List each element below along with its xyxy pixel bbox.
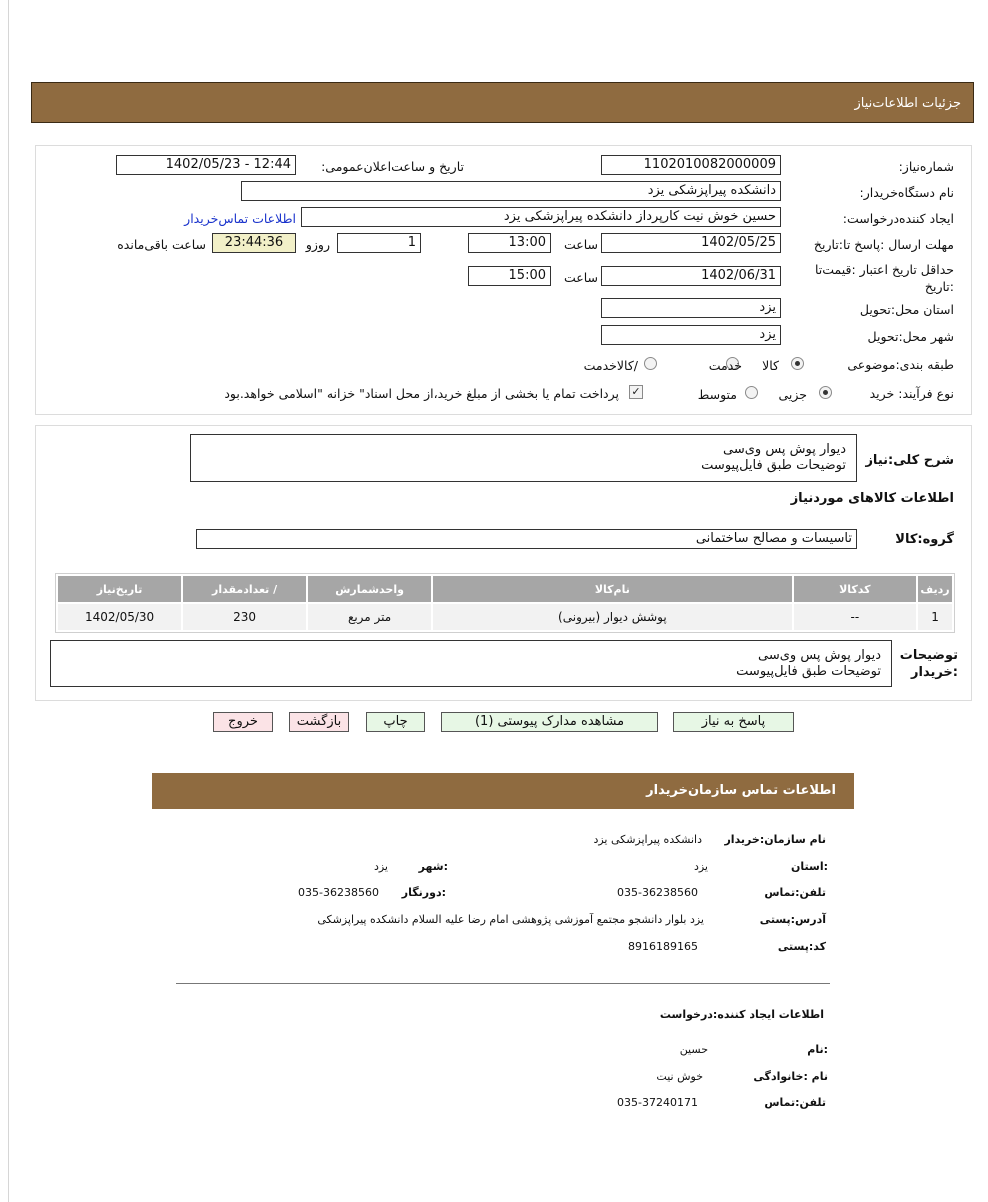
creator-field[interactable]: حسین خوش نیت کارپرداز دانشکده پیراپزشکی یزد (301, 207, 781, 227)
announce-field[interactable]: 1402/05/23 - 12:44 (116, 155, 296, 175)
process-option-minor: جزیی (778, 387, 807, 402)
goods-table (55, 573, 955, 633)
contact-address-value: یزد بلوار دانشجو مجتمع آموزشی پژوهشی امام رضا علیه السلام دانشکده پیراپزشکی (317, 913, 704, 926)
process-option-medium: متوسط (697, 387, 737, 402)
cell-quantity: 230 (183, 604, 306, 630)
category-option-goods: کالا (762, 358, 779, 373)
days-label: روزو (305, 237, 330, 252)
buyer-org-field[interactable]: دانشکده پیراپزشکی یزد (241, 181, 781, 201)
deadline-time-field[interactable]: 13:00 (468, 233, 551, 253)
cell-need-date: 1402/05/30 (58, 604, 181, 630)
contact-province-value: یزد (693, 860, 708, 873)
remaining-time-field: 23:44:36 (212, 233, 296, 253)
goods-info-title: اطلاعات کالاهای مورد‌نیاز (790, 491, 954, 506)
cell-goods-name: پوشش دیوار (بیرونی) (433, 604, 792, 630)
contact-divider (176, 983, 830, 984)
creator-name-label: :نام (807, 1043, 828, 1056)
process-radio-medium[interactable] (745, 386, 758, 399)
summary-line-2: توضیحات طبق فایل‌پیوست (701, 458, 846, 473)
city-label: شهر محل:تحویل (867, 329, 954, 344)
creator-name-value: حسین (679, 1043, 708, 1056)
print-button[interactable]: چاپ (366, 712, 425, 732)
contact-fax-value: 035-36238560 (298, 886, 379, 899)
deadline-date-field[interactable]: 1402/05/25 (601, 233, 781, 253)
goods-group-label: گروه:کالا (895, 532, 954, 547)
contact-postal-label: کد:پستی (777, 940, 826, 953)
cell-row-number: 1 (918, 604, 952, 630)
buyer-contact-link[interactable]: اطلاعات تماس‌خریدار (184, 211, 296, 226)
buyer-notes-line-2: توضیحات طبق فایل‌پیوست (736, 664, 881, 679)
province-field[interactable]: یزد (601, 298, 781, 318)
deadline-label: مهلت ارسال :پاسخ تا:تاریخ (813, 237, 954, 252)
cell-unit: متر مربع (308, 604, 431, 630)
announce-label: تاریخ و ساعت‌اعلان‌عمومی: (321, 159, 464, 174)
contact-phone-label: تلفن:تماس (764, 886, 826, 899)
buyer-notes-line-1: دیوار پوش پس وی‌سی (758, 648, 881, 663)
page-header-bar (31, 82, 974, 123)
creator-phone-label: تلفن:تماس (764, 1096, 826, 1109)
validity-time-label: ساعت (563, 270, 598, 285)
contact-title: اطلاعات تماس سازمان‌خریدار (646, 783, 836, 798)
reply-button[interactable]: پاسخ به نیاز (673, 712, 794, 732)
process-label: نوع فرآیند: خرید (869, 386, 954, 401)
creator-info-title: اطلاعات ایجاد کننده:درخواست (659, 1008, 824, 1021)
col-unit-header: واحدشمارش (308, 576, 431, 602)
validity-time-field[interactable]: 15:00 (468, 266, 551, 286)
need-number-label: شماره‌نیاز: (898, 159, 954, 174)
validity-date-field[interactable]: 1402/06/31 (601, 266, 781, 286)
col-goods-name-header: نام‌کالا (433, 576, 792, 602)
buyer-org-label: نام دستگاه‌خریدار: (859, 185, 954, 200)
treasury-payment-checkbox[interactable]: ✓ (629, 385, 643, 399)
validity-label-line2: :تاریخ (924, 279, 954, 294)
buyer-notes-label-line1: توضیحات (899, 648, 958, 663)
contact-address-label: آدرس:پستی (759, 913, 826, 926)
back-button[interactable]: بازگشت (289, 712, 349, 732)
category-option-service: خدمت (708, 358, 742, 373)
remaining-label: ساعت باقی‌مانده (117, 237, 206, 252)
contact-org-value: دانشکده پیراپزشکی یزد (593, 833, 702, 846)
col-goods-code-header: کدکالا (794, 576, 916, 602)
category-radio-goods-service[interactable] (644, 357, 657, 370)
page-title: جزئیات اطلاعات‌نیاز (854, 96, 961, 111)
exit-button[interactable]: خروج (213, 712, 273, 732)
buyer-notes-label-line2: :خریدار (911, 665, 958, 680)
cell-goods-code: -- (794, 604, 916, 630)
contact-postal-value: 8916189165 (628, 940, 698, 953)
need-number-field[interactable]: 1102010082000009 (601, 155, 781, 175)
col-row-number-header: ردیف (918, 576, 952, 602)
city-field[interactable]: یزد (601, 325, 781, 345)
creator-label: ایجاد کننده‌درخواست: (842, 211, 954, 226)
creator-family-value: خوش نیت (656, 1070, 703, 1083)
col-quantity-header: / تعدادمقدار (183, 576, 306, 602)
category-label: طبقه بندی:موضوعی (847, 357, 954, 372)
validity-label-line1: حداقل تاریخ اعتبار :قیمت‌تا (814, 262, 954, 277)
col-need-date-header: تاریخ‌نیاز (58, 576, 181, 602)
creator-phone-value: 035-37240171 (617, 1096, 698, 1109)
summary-box (190, 434, 857, 482)
summary-line-1: دیوار پوش پس وی‌سی (723, 442, 846, 457)
summary-label: شرح کلی:نیاز (865, 453, 954, 468)
contact-org-label: نام سازمان:خریدار (724, 833, 826, 846)
category-radio-goods[interactable] (791, 357, 804, 370)
view-attachments-button[interactable]: مشاهده مدارک پیوستی (1) (441, 712, 658, 732)
contact-header-bar (152, 773, 854, 809)
contact-fax-label: :دورنگار (401, 886, 446, 899)
process-radio-minor[interactable] (819, 386, 832, 399)
page-left-rule (8, 0, 9, 1202)
contact-province-label: :استان (791, 860, 828, 873)
goods-table-header-row (58, 576, 952, 602)
days-field[interactable]: 1 (337, 233, 421, 253)
contact-city-label: :شهر (418, 860, 448, 873)
goods-group-field[interactable]: تاسیسات و مصالح ساختمانی (196, 529, 857, 549)
table-row (58, 604, 952, 630)
category-option-goods-service: /کالاخدمت (583, 358, 638, 373)
deadline-time-label: ساعت (563, 237, 598, 252)
creator-family-label: نام :خانوادگی (753, 1070, 828, 1083)
province-label: استان محل:تحویل (859, 302, 954, 317)
payment-note: پرداخت تمام یا بخشی از مبلغ خرید،از محل اسناد" خزانه "اسلامی خواهد.بود (224, 386, 619, 401)
buyer-notes-box (50, 640, 892, 687)
contact-phone-value: 035-36238560 (617, 886, 698, 899)
contact-city-value: یزد (373, 860, 388, 873)
